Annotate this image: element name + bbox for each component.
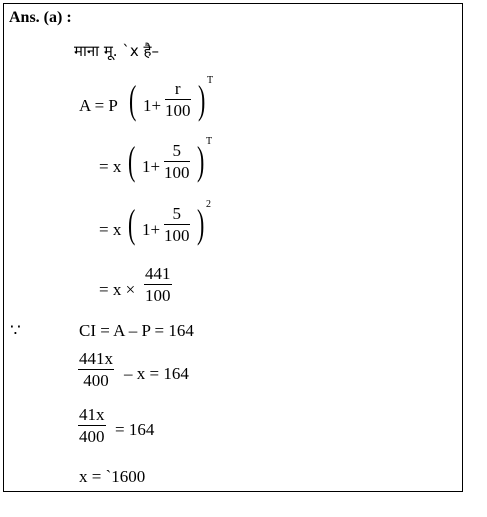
since-symbol: ∵ xyxy=(10,321,21,340)
answer-box xyxy=(3,3,463,492)
eq4-denominator: 100 xyxy=(145,286,171,305)
eq2-numerator: 5 xyxy=(172,141,181,160)
final-answer: x = `1600 xyxy=(79,467,146,486)
compound-interest-line: CI = A – P = 164 xyxy=(79,321,194,340)
eq3-numerator: 5 xyxy=(172,204,181,223)
eq1-right-paren: ) xyxy=(198,77,206,122)
eq3-one-plus: 1+ xyxy=(142,220,161,239)
eq1-lhs: A = P xyxy=(79,96,118,115)
eq1-one-plus: 1+ xyxy=(143,96,162,115)
eq3-right-paren: ) xyxy=(197,201,205,246)
eq6-numerator: 441x xyxy=(79,349,113,368)
eq1-exponent: T xyxy=(207,75,214,86)
eq1-left-paren: ( xyxy=(129,77,137,122)
eq7-numerator: 41x xyxy=(79,405,105,424)
eq3-exponent: 2 xyxy=(206,199,211,210)
eq3-denominator: 100 xyxy=(164,226,190,245)
assumption-line: माना मू. `x है– xyxy=(74,42,159,60)
eq4-fraction xyxy=(144,265,172,304)
eq2-exponent: T xyxy=(206,136,213,147)
eq3-lhs: = x xyxy=(99,220,122,239)
eq7-denominator: 400 xyxy=(79,427,105,446)
eq2-fraction xyxy=(164,142,190,181)
eq7-fraction xyxy=(78,406,106,445)
eq6-rhs: – x = 164 xyxy=(124,364,189,383)
eq4-lhs: = x × xyxy=(99,280,136,299)
answer-heading: Ans. (a) : xyxy=(9,9,72,26)
eq2-lhs: = x xyxy=(99,157,122,176)
eq7-rhs: = 164 xyxy=(115,420,155,439)
eq2-one-plus: 1+ xyxy=(142,157,161,176)
eq1-fraction xyxy=(165,80,191,119)
eq1-numerator: r xyxy=(174,79,181,98)
eq2-right-paren: ) xyxy=(197,138,205,183)
eq6-denominator: 400 xyxy=(83,371,109,390)
eq4-numerator: 441 xyxy=(145,264,171,283)
eq2-left-paren: ( xyxy=(128,138,136,183)
eq1-denominator: 100 xyxy=(165,101,191,120)
eq3-left-paren: ( xyxy=(128,201,136,246)
eq2-denominator: 100 xyxy=(164,163,190,182)
eq3-fraction xyxy=(164,205,190,244)
eq6-fraction xyxy=(78,350,114,389)
